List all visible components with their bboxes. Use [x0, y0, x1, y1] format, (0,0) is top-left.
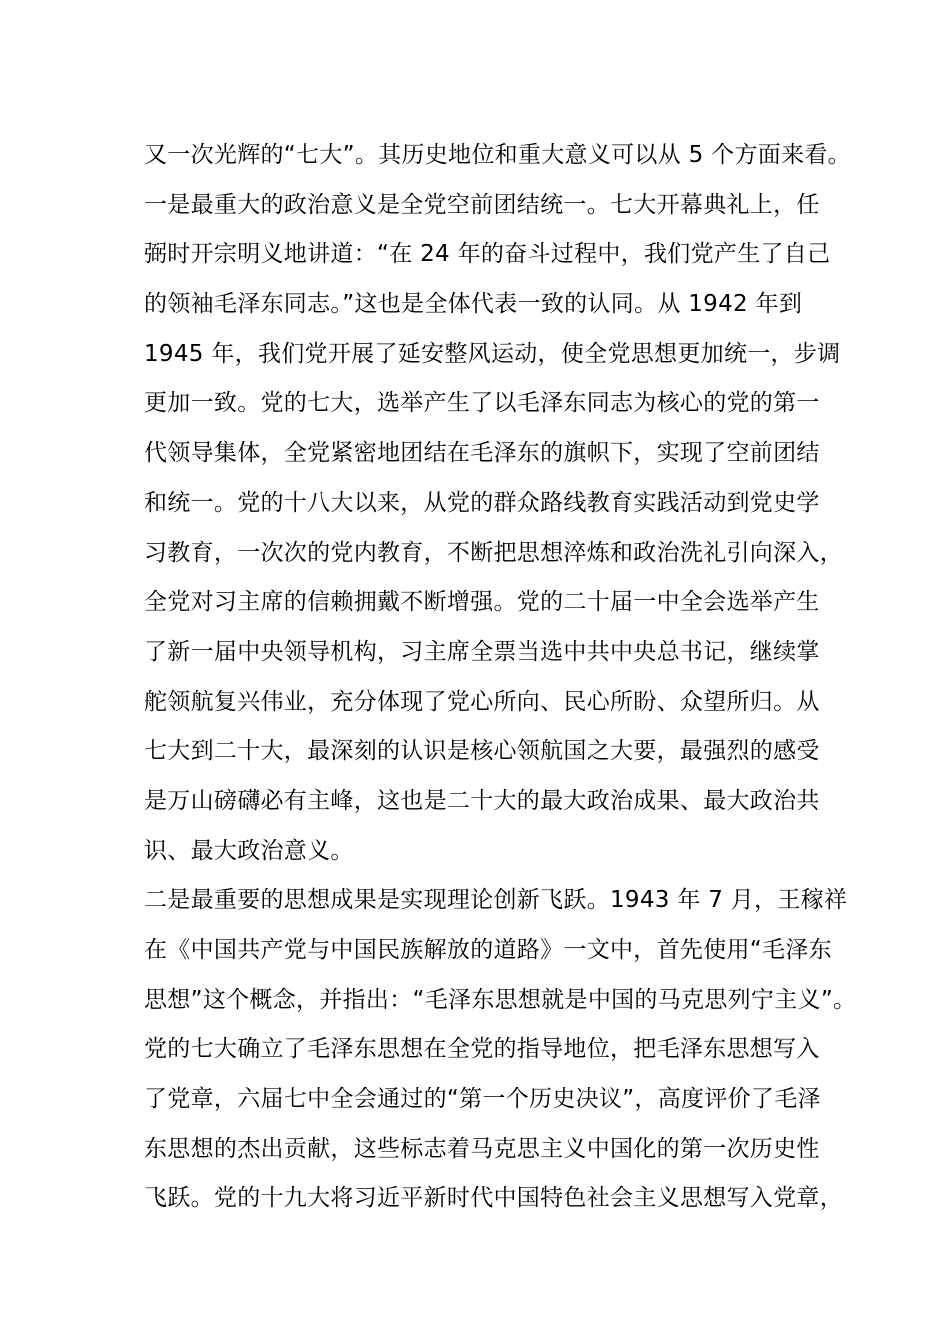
text-line: 了党章，六届七中全会通过的“第一个历史决议”，高度评价了毛泽 [144, 1086, 821, 1113]
text-line: 一是最重大的政治意义是全党空前团结统一。七大开幕典礼上，任 [144, 191, 820, 218]
text-line: 代领导集体，全党紧密地团结在毛泽东的旗帜下，实现了空前团结 [144, 440, 820, 467]
text-line: 二是最重要的思想成果是实现理论创新飞跃。1943 年 7 月，王稼祥 [144, 887, 848, 914]
text-line: 和统一。党的十八大以来，从党的群众路线教育实践活动到党史学 [144, 489, 820, 516]
text-line: 是万山磅礴必有主峰，这也是二十大的最大政治成果、最大政治共 [144, 787, 820, 814]
text-line: 党的七大确立了毛泽东思想在全党的指导地位，把毛泽东思想写入 [144, 1036, 820, 1063]
text-line: 更加一致。党的七大，选举产生了以毛泽东同志为核心的党的第一 [144, 390, 820, 417]
text-line: 识、最大政治意义。 [144, 837, 354, 864]
text-line: 的领袖毛泽东同志。”这也是全体代表一致的认同。从 1942 年到 [144, 291, 803, 318]
text-line: 1945 年，我们党开展了延安整风运动，使全党思想更加统一，步调 [144, 340, 841, 367]
text-line: 习教育，一次次的党内教育，不断把思想淬炼和政治洗礼引向深入， [144, 539, 843, 566]
text-line: 思想”这个概念，并指出：“毛泽东思想就是中国的马克思列宁主义”。 [144, 986, 857, 1013]
text-line: 东思想的杰出贡献，这些标志着马克思主义中国化的第一次历史性 [144, 1135, 820, 1162]
text-line: 在《中国共产党与中国民族解放的道路》一文中，首先使用“毛泽东 [144, 937, 832, 963]
text-line: 七大到二十大，最深刻的认识是核心领航国之大要，最强烈的感受 [144, 738, 820, 765]
text-line: 又一次光辉的“七大”。其历史地位和重大意义可以从 5 个方面来看。 [144, 142, 851, 168]
text-line: 全党对习主席的信赖拥戴不断增强。党的二十届一中全会选举产生 [144, 589, 820, 616]
text-line: 了新一届中央领导机构，习主席全票当选中共中央总书记，继续掌 [144, 638, 820, 665]
text-line: 舵领航复兴伟业，充分体现了党心所向、民心所盼、众望所归。从 [144, 688, 820, 715]
text-line: 飞跃。党的十九大将习近平新时代中国特色社会主义思想写入党章， [144, 1185, 843, 1212]
text-line: 弼时开宗明义地讲道：“在 24 年的奋斗过程中，我们党产生了自己 [144, 241, 831, 268]
body-text [144, 131, 857, 1224]
